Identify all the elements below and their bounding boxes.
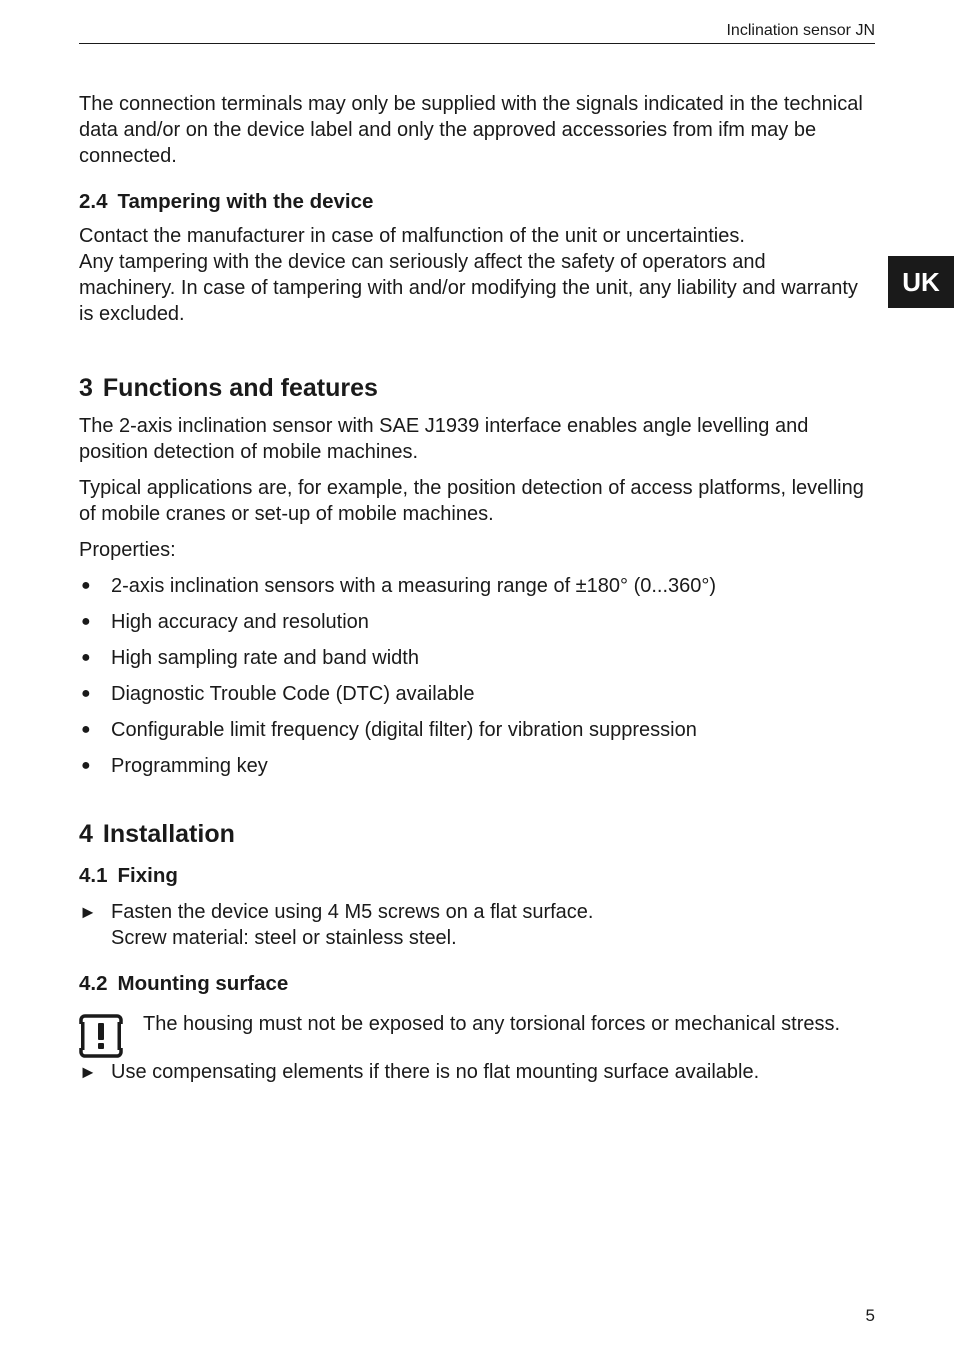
heading-text: Tampering with the device (117, 190, 374, 213)
header-title: Inclination sensor JN (726, 22, 875, 39)
heading-text: Mounting surface (117, 972, 289, 995)
heading-text: Functions and features (102, 374, 378, 402)
heading-number: 2.4 (79, 190, 108, 213)
exclamation-warning-icon (79, 1014, 123, 1058)
list-item: ● High sampling rate and band width (79, 645, 879, 671)
tampering-text-line2: Any tampering with the device can seriously affect the safety of operators and machinery. In case of tampering with and/or modifying the unit, any liability and warranty is excluded. (79, 251, 858, 325)
properties-list (79, 573, 879, 779)
heading-2-4 (79, 189, 879, 215)
header-rule (79, 43, 875, 44)
step-arrow-icon: ► (79, 1062, 97, 1082)
fixing-step-line2: Screw material: steel or stainless steel. (111, 927, 457, 949)
heading-text: Fixing (117, 864, 178, 887)
note-text: The housing must not be exposed to any torsional forces or mechanical stress. (143, 1013, 841, 1035)
heading-3 (79, 373, 879, 403)
intro-paragraph: The connection terminals may only be supplied with the signals indicated in the technical data and/or on the device label and only the approved accessories from ifm may be connected. (79, 93, 863, 167)
page-content (79, 91, 879, 1085)
step-arrow-icon: ► (79, 902, 97, 922)
properties-label: Properties: (79, 539, 176, 561)
heading-4-2 (79, 971, 879, 997)
functions-paragraph1: The 2-axis inclination sensor with SAE J1939 interface enables angle levelling and position detection of mobile machines. (79, 415, 809, 463)
mounting-step (79, 1059, 879, 1085)
list-item: ● Programming key (79, 753, 879, 779)
list-item: ● Configurable limit frequency (digital filter) for vibration suppression (79, 717, 879, 743)
heading-number: 4.2 (79, 972, 108, 995)
functions-paragraph2: Typical applications are, for example, the position detection of access platforms, levelling of mobile cranes or set-up of mobile machines. (79, 477, 864, 525)
fixing-step (79, 899, 879, 951)
mounting-step-text: Use compensating elements if there is no flat mounting surface available. (111, 1061, 760, 1083)
list-item: ● Diagnostic Trouble Code (DTC) available (79, 681, 879, 707)
heading-number: 3 (79, 374, 93, 402)
heading-4-1 (79, 863, 879, 889)
language-tab: UK (888, 256, 954, 308)
heading-text: Installation (102, 820, 235, 848)
note-block (79, 1011, 879, 1037)
page-number: 5 (865, 1306, 875, 1325)
list-item: ● 2-axis inclination sensors with a measuring range of ±180° (0...360°) (79, 573, 879, 599)
fixing-step-line1: Fasten the device using 4 M5 screws on a flat surface. (111, 901, 594, 923)
list-item: ● High accuracy and resolution (79, 609, 879, 635)
tampering-text-line1: Contact the manufacturer in case of malfunction of the unit or uncertainties. (79, 225, 745, 247)
heading-number: 4.1 (79, 864, 108, 887)
heading-number: 4 (79, 820, 93, 848)
heading-4 (79, 819, 879, 849)
